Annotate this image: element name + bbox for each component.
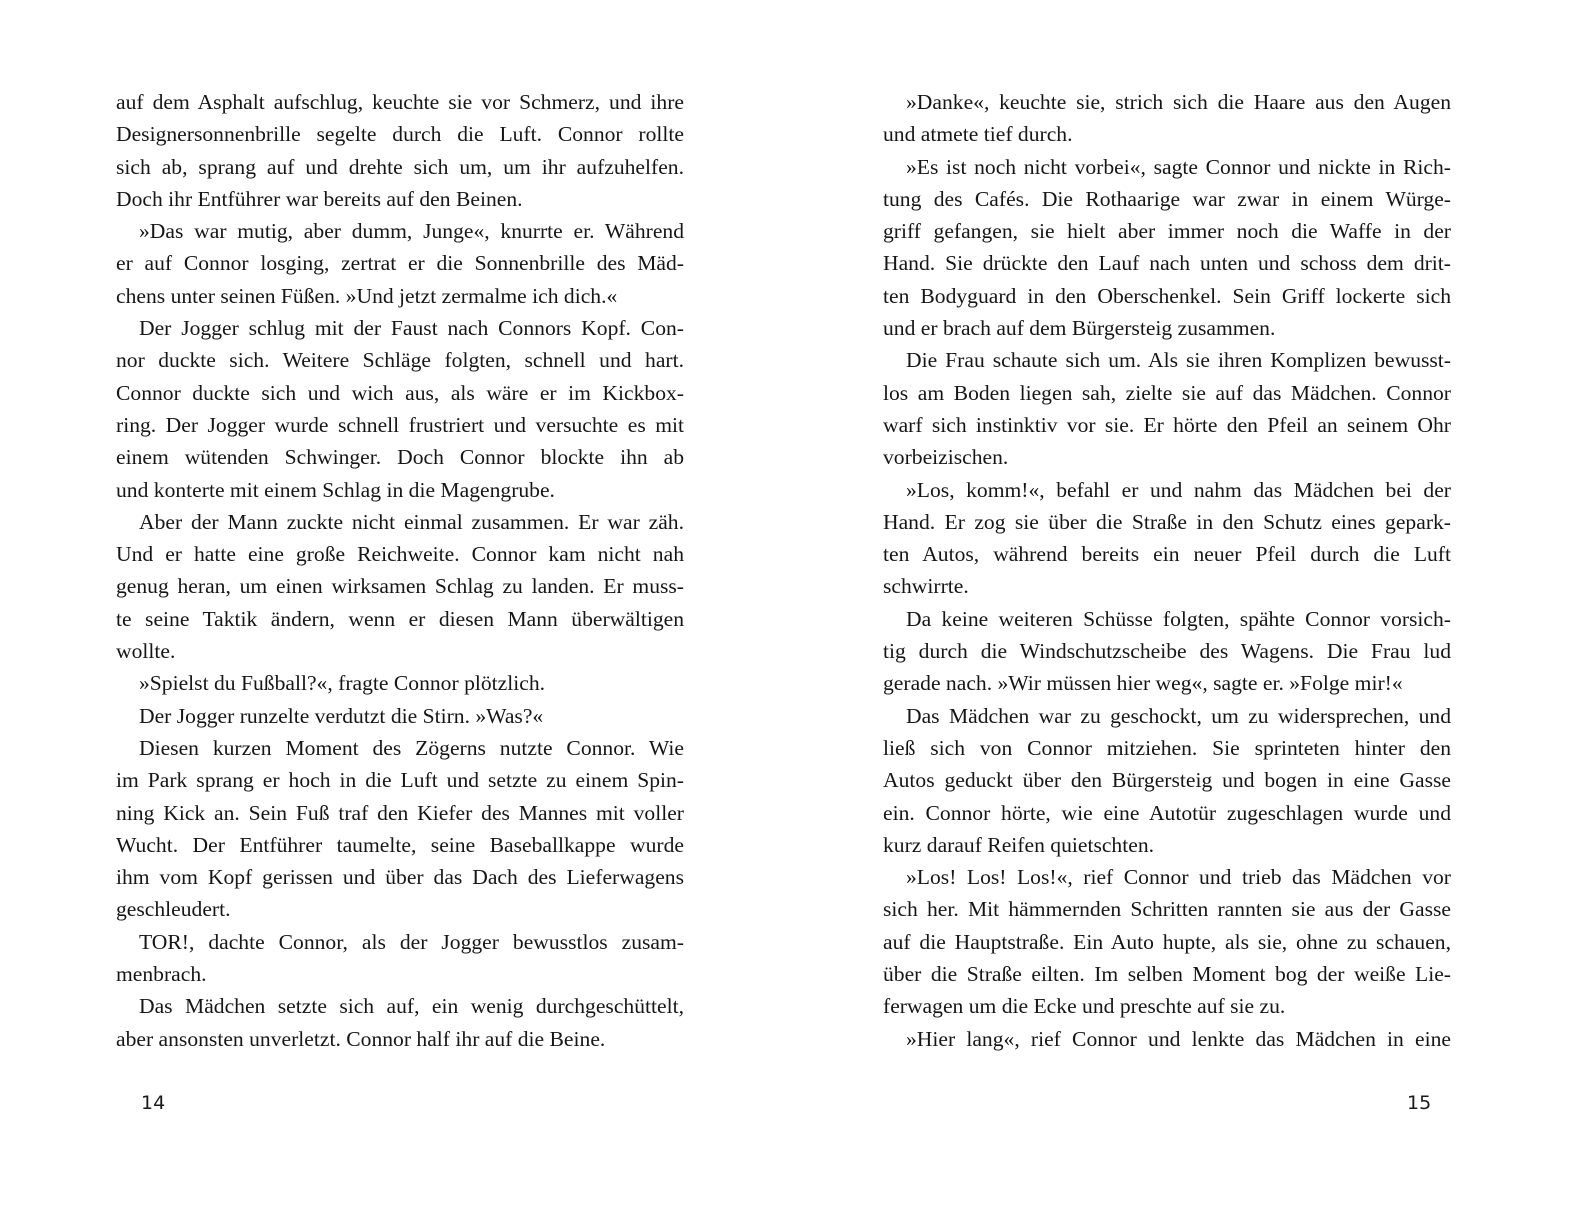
text-line: »Hier lang«, rief Connor und lenkte das Mädchen in eine <box>906 1026 1451 1051</box>
text-line: ferwagen um die Ecke und preschte auf sie zu. <box>883 994 1286 1019</box>
text-line: und atmete tief durch. <box>883 122 1073 147</box>
text-line: sich her. Mit hämmernden Schritten rannten sie aus der Gasse <box>883 897 1451 922</box>
text-line: ring. Der Jogger wurde schnell frustriert und versuchte es mit <box>116 412 684 437</box>
text-line: er auf Connor losging, zertrat er die Sonnenbrille des Mäd- <box>116 251 684 276</box>
text-line: Designersonnenbrille segelte durch die Luft. Connor rollte <box>116 122 684 147</box>
text-line: Wucht. Der Entführer taumelte, seine Baseballkappe wurde <box>116 832 684 857</box>
text-line: ten Autos, während bereits ein neuer Pfeil durch die Luft <box>883 542 1451 567</box>
text-line: auf die Hauptstraße. Ein Auto hupte, als sie, ohne zu schauen, <box>883 929 1451 954</box>
text-line: Hand. Sie drückte den Lauf nach unten und schoss dem drit- <box>883 251 1451 276</box>
text-line: Der Jogger schlug mit der Faust nach Connors Kopf. Con- <box>139 316 684 341</box>
text-line: »Los! Los! Los!«, rief Connor und trieb das Mädchen vor <box>906 865 1451 890</box>
text-line: »Spielst du Fußball?«, fragte Connor plötzlich. <box>139 671 546 696</box>
text-line: los am Boden liegen sah, zielte sie auf das Mädchen. Connor <box>883 380 1451 405</box>
text-line: sich ab, sprang auf und drehte sich um, um ihr aufzuhelfen. <box>116 154 684 179</box>
text-line: »Das war mutig, aber dumm, Junge«, knurrte er. Während <box>139 219 684 244</box>
text-line: »Es ist noch nicht vorbei«, sagte Connor und nickte in Rich- <box>906 154 1451 179</box>
text-line: Hand. Er zog sie über die Straße in den Schutz eines gepark- <box>883 509 1451 534</box>
text-line: ein. Connor hörte, wie eine Autotür zugeschlagen wurde und <box>883 800 1451 825</box>
text-line: chens unter seinen Füßen. »Und jetzt zermalme ich dich.« <box>116 283 618 308</box>
text-line: ließ sich von Connor mitziehen. Sie sprinteten hinter den <box>883 735 1451 760</box>
text-line: TOR!, dachte Connor, als der Jogger bewusstlos zusam- <box>139 929 684 954</box>
text-line: ten Bodyguard in den Oberschenkel. Sein Griff lockerte sich <box>883 283 1451 308</box>
text-line: schwirrte. <box>883 574 969 599</box>
text-line: ihm vom Kopf gerissen und über das Dach des Lieferwagens <box>116 865 684 890</box>
text-line: vorbeizischen. <box>883 445 1009 470</box>
text-line: Connor duckte sich und wich aus, als wäre er im Kickbox- <box>116 380 684 405</box>
text-line: über die Straße eilten. Im selben Moment bog der weiße Lie- <box>883 962 1451 987</box>
page-number-right: 15 <box>1407 1092 1432 1114</box>
text-line: wollte. <box>116 639 176 664</box>
text-line: warf sich instinktiv vor sie. Er hörte den Pfeil an seinem Ohr <box>883 412 1451 437</box>
text-line: menbrach. <box>116 962 207 987</box>
text-line: geschleudert. <box>116 897 231 922</box>
text-line: Doch ihr Entführer war bereits auf den Beinen. <box>116 186 523 211</box>
text-line: genug heran, um einen wirksamen Schlag zu landen. Er muss- <box>116 574 684 599</box>
text-line: »Los, komm!«, befahl er und nahm das Mädchen bei der <box>906 477 1451 502</box>
text-line: »Danke«, keuchte sie, strich sich die Haare aus den Augen <box>906 90 1451 114</box>
text-line: Aber der Mann zuckte nicht einmal zusammen. Er war zäh. <box>139 509 684 534</box>
text-line: Diesen kurzen Moment des Zögerns nutzte Connor. Wie <box>139 735 684 760</box>
page-number-left: 14 <box>141 1092 166 1114</box>
text-line: Autos geduckt über den Bürgersteig und bogen in eine Gasse <box>883 768 1451 793</box>
text-line: ning Kick an. Sein Fuß traf den Kiefer des Mannes mit voller <box>116 800 684 825</box>
text-line: Die Frau schaute sich um. Als sie ihren Komplizen bewusst- <box>906 348 1451 373</box>
text-line: und konterte mit einem Schlag in die Magengrube. <box>116 477 555 502</box>
right-page-text <box>883 86 1451 1055</box>
text-line: te seine Taktik ändern, wenn er diesen Mann überwältigen <box>116 606 684 631</box>
text-line: Da keine weiteren Schüsse folgten, spähte Connor vorsich- <box>906 606 1451 631</box>
text-line: tig durch die Windschutzscheibe des Wagens. Die Frau lud <box>883 639 1451 664</box>
text-line: im Park sprang er hoch in die Luft und setzte zu einem Spin- <box>116 768 684 793</box>
text-line: gerade nach. »Wir müssen hier weg«, sagte er. »Folge mir!« <box>883 671 1403 696</box>
text-line: und er brach auf dem Bürgersteig zusammen. <box>883 316 1276 341</box>
left-page-text <box>116 86 684 1055</box>
text-line: aber ansonsten unverletzt. Connor half ihr auf die Beine. <box>116 1026 606 1051</box>
text-line: nor duckte sich. Weitere Schläge folgten, schnell und hart. <box>116 348 684 373</box>
text-line: Der Jogger runzelte verdutzt die Stirn. »Was?« <box>139 703 544 728</box>
text-line: Das Mädchen setzte sich auf, ein wenig durchgeschüttelt, <box>139 994 684 1019</box>
text-line: Und er hatte eine große Reichweite. Connor kam nicht nah <box>116 542 684 567</box>
text-line: kurz darauf Reifen quietschten. <box>883 832 1155 857</box>
text-line: Das Mädchen war zu geschockt, um zu widersprechen, und <box>906 703 1451 728</box>
text-line: griff gefangen, sie hielt aber immer noch die Waffe in der <box>883 219 1451 244</box>
text-line: auf dem Asphalt aufschlug, keuchte sie vor Schmerz, und ihre <box>116 90 684 114</box>
text-line: einem wütenden Schwinger. Doch Connor blockte ihn ab <box>116 445 684 470</box>
text-line: tung des Cafés. Die Rothaarige war zwar in einem Würge- <box>883 186 1451 211</box>
